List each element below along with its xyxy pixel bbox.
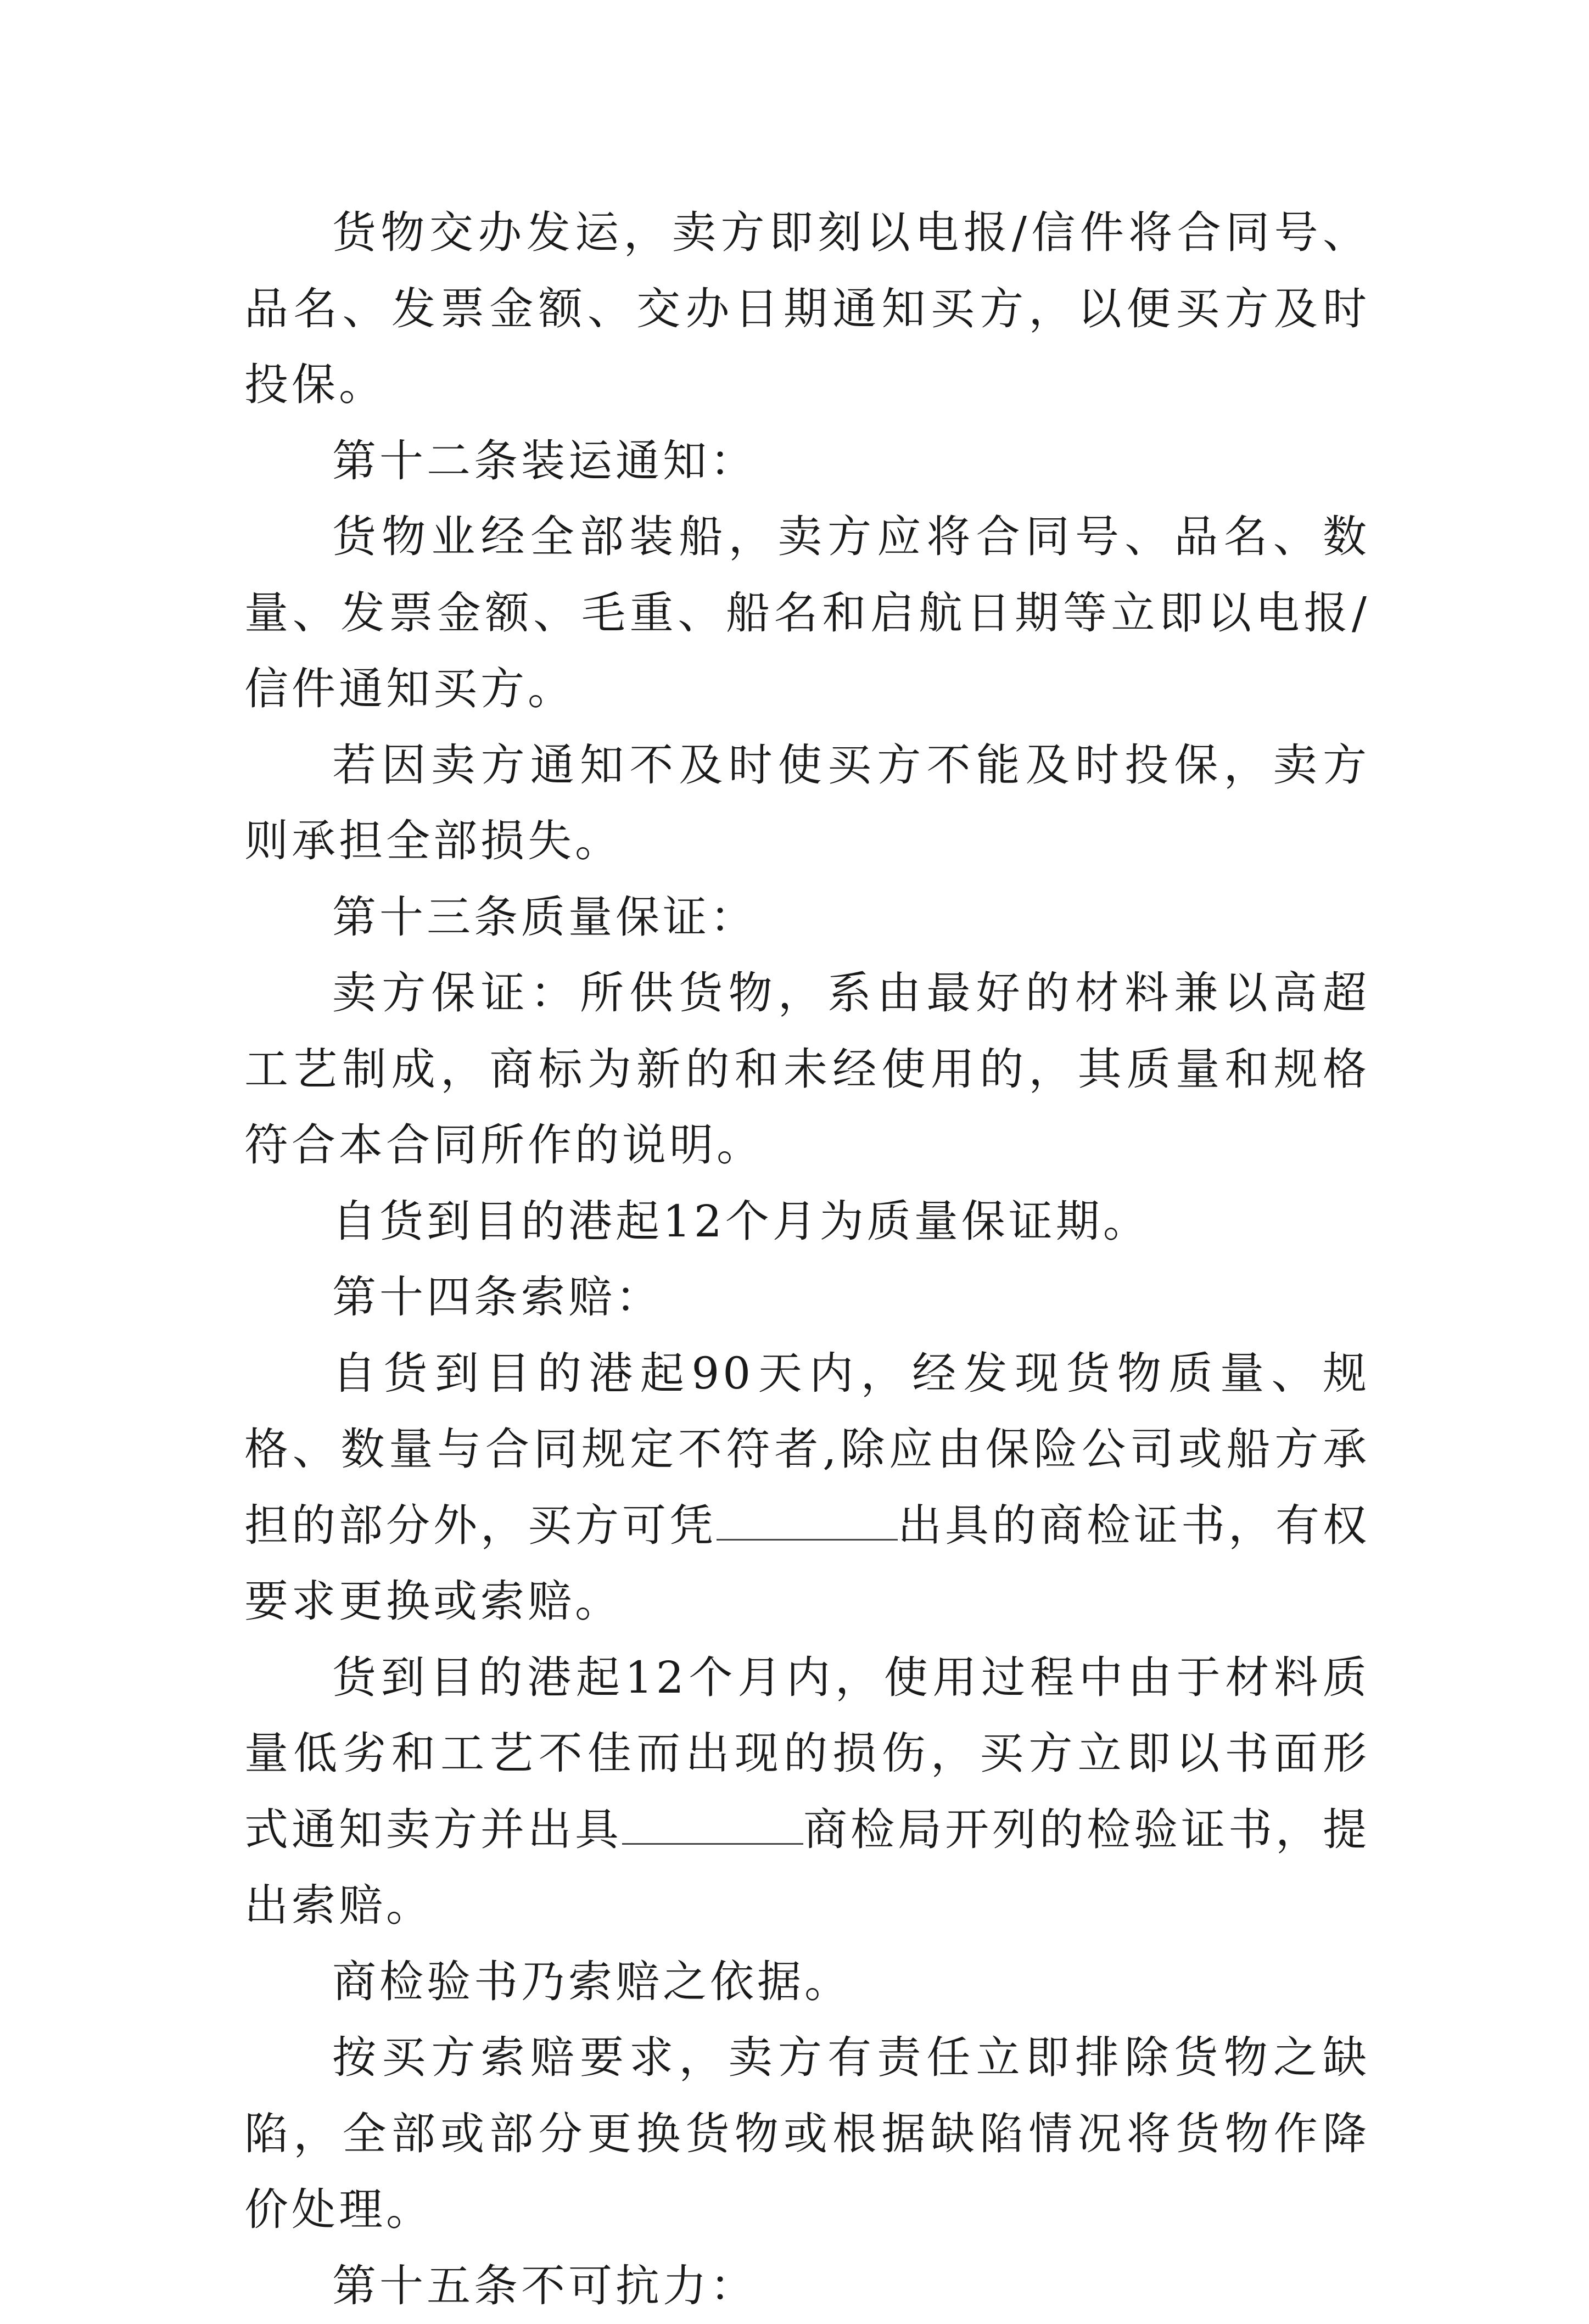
claim-12-months-text-before: 货到目的港起12个月内，使用过程中由于材料质量低劣和工艺不佳而出现的损伤，买方立即以书面形式通知卖方并出具 xyxy=(244,1652,1370,1855)
fill-in-blank xyxy=(622,1843,803,1845)
article-12-heading: 第十二条装运通知： xyxy=(244,423,1370,500)
paragraph-claim-12-months xyxy=(244,1640,1370,1944)
claim-90-days-text-before: 自货到目的港起90天内，经发现货物质量、规格、数量与合同规定不符者,除应由保险公司或船方承担的部分外，买方可凭 xyxy=(244,1348,1370,1551)
claim-90-days-text-after: 出具的商检证书，有权要求更换或索赔。 xyxy=(244,1500,1370,1627)
paragraph-delivery-notice: 货物交办发运，卖方即刻以电报/信件将合同号、品名、发票金额、交办日期通知买方，以便买方及时投保。 xyxy=(244,195,1370,423)
claim-12-months-text-after: 商检局开列的检验证书，提出索赔。 xyxy=(244,1804,1370,1931)
article-13-heading: 第十三条质量保证： xyxy=(244,880,1370,956)
paragraph-warranty-period: 自货到目的港起12个月为质量保证期。 xyxy=(244,1184,1370,1260)
article-14-heading: 第十四条索赔： xyxy=(244,1259,1370,1336)
paragraph-claim-90-days xyxy=(244,1336,1370,1640)
paragraph-seller-liability: 若因卖方通知不及时使买方不能及时投保，卖方则承担全部损失。 xyxy=(244,727,1370,880)
document-body xyxy=(244,195,1370,2324)
fill-in-blank xyxy=(717,1538,898,1541)
paragraph-shipment-notice: 货物业经全部装船，卖方应将合同号、品名、数量、发票金额、毛重、船名和启航日期等立即以电报/信件通知买方。 xyxy=(244,499,1370,727)
paragraph-claim-basis: 商检验书乃索赔之依据。 xyxy=(244,1944,1370,2020)
article-15-heading: 第十五条不可抗力： xyxy=(244,2248,1370,2324)
paragraph-defect-remedy: 按买方索赔要求，卖方有责任立即排除货物之缺陷，全部或部分更换货物或根据缺陷情况将货物作降价处理。 xyxy=(244,2020,1370,2248)
paragraph-quality-guarantee: 卖方保证：所供货物，系由最好的材料兼以高超工艺制成，商标为新的和未经使用的，其质量和规格符合本合同所作的说明。 xyxy=(244,955,1370,1184)
